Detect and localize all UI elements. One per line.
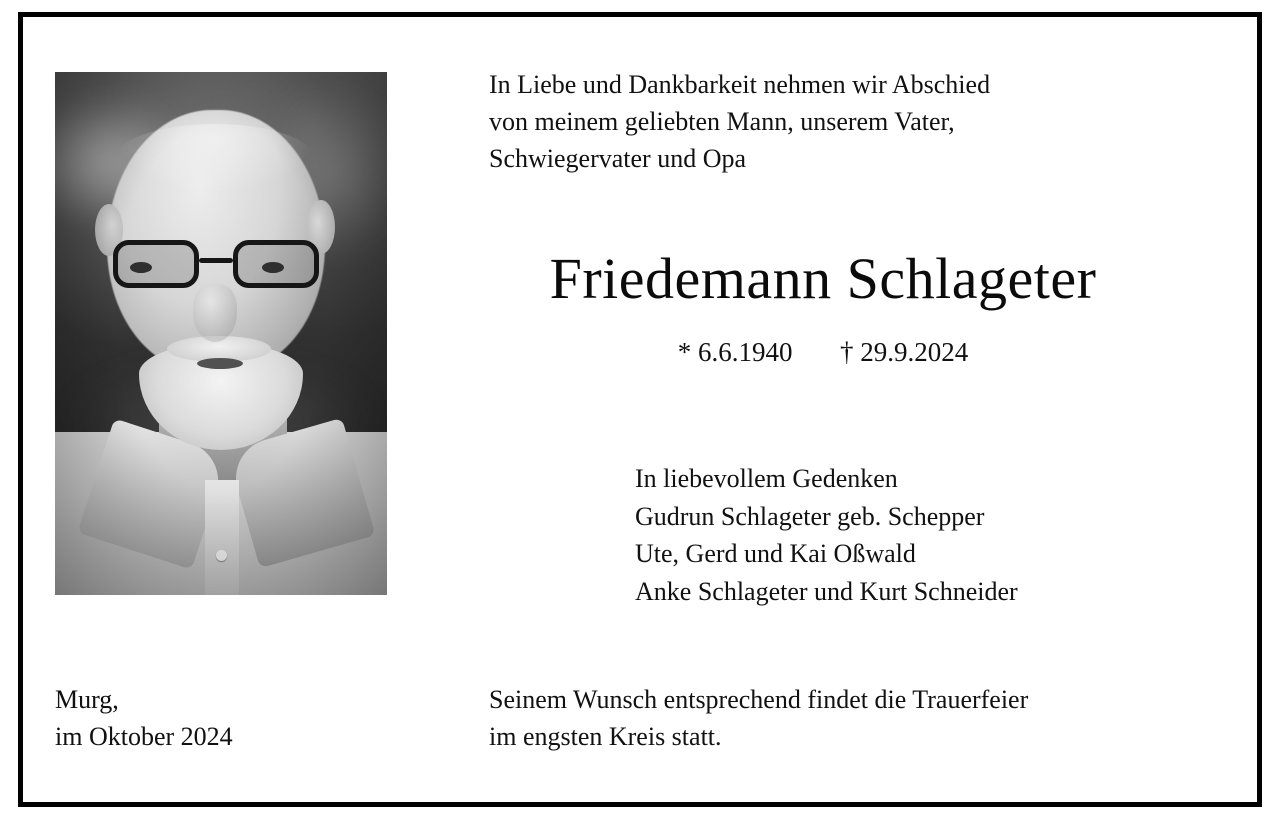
death-date: † 29.9.2024 bbox=[840, 337, 969, 367]
intro-line-3: Schwiegervater und Opa bbox=[489, 143, 747, 173]
photo-vignette bbox=[55, 72, 387, 595]
obituary-notice bbox=[18, 12, 1262, 807]
memoriam-line-4: Anke Schlageter und Kurt Schneider bbox=[635, 577, 1018, 607]
place-line-2: im Oktober 2024 bbox=[55, 721, 233, 751]
place-and-date bbox=[55, 682, 435, 756]
funeral-line-1: Seinem Wunsch entsprechend findet die Trauerfeier bbox=[489, 685, 1029, 714]
memoriam-line-3: Ute, Gerd und Kai Oßwald bbox=[635, 539, 916, 569]
portrait-photo bbox=[55, 72, 387, 595]
place-line-1: Murg, bbox=[55, 685, 119, 714]
intro-line-1: In Liebe und Dankbarkeit nehmen wir Abschied bbox=[489, 70, 991, 99]
memoriam-line-2: Gudrun Schlageter geb. Schepper bbox=[635, 501, 985, 531]
funeral-note bbox=[489, 682, 1229, 756]
deceased-name: Friedemann Schlageter bbox=[549, 246, 1097, 311]
birth-date: * 6.6.1940 bbox=[677, 337, 793, 367]
intro-line-2: von meinem geliebten Mann, unserem Vater, bbox=[489, 106, 955, 136]
photo-background bbox=[55, 72, 387, 595]
funeral-line-2: im engsten Kreis statt. bbox=[489, 721, 722, 751]
memoriam-text bbox=[635, 460, 1235, 611]
memoriam-line-1: In liebevollem Gedenken bbox=[635, 464, 898, 493]
notice-content bbox=[23, 17, 1257, 802]
life-dates bbox=[423, 337, 1223, 368]
intro-text bbox=[489, 67, 1189, 178]
